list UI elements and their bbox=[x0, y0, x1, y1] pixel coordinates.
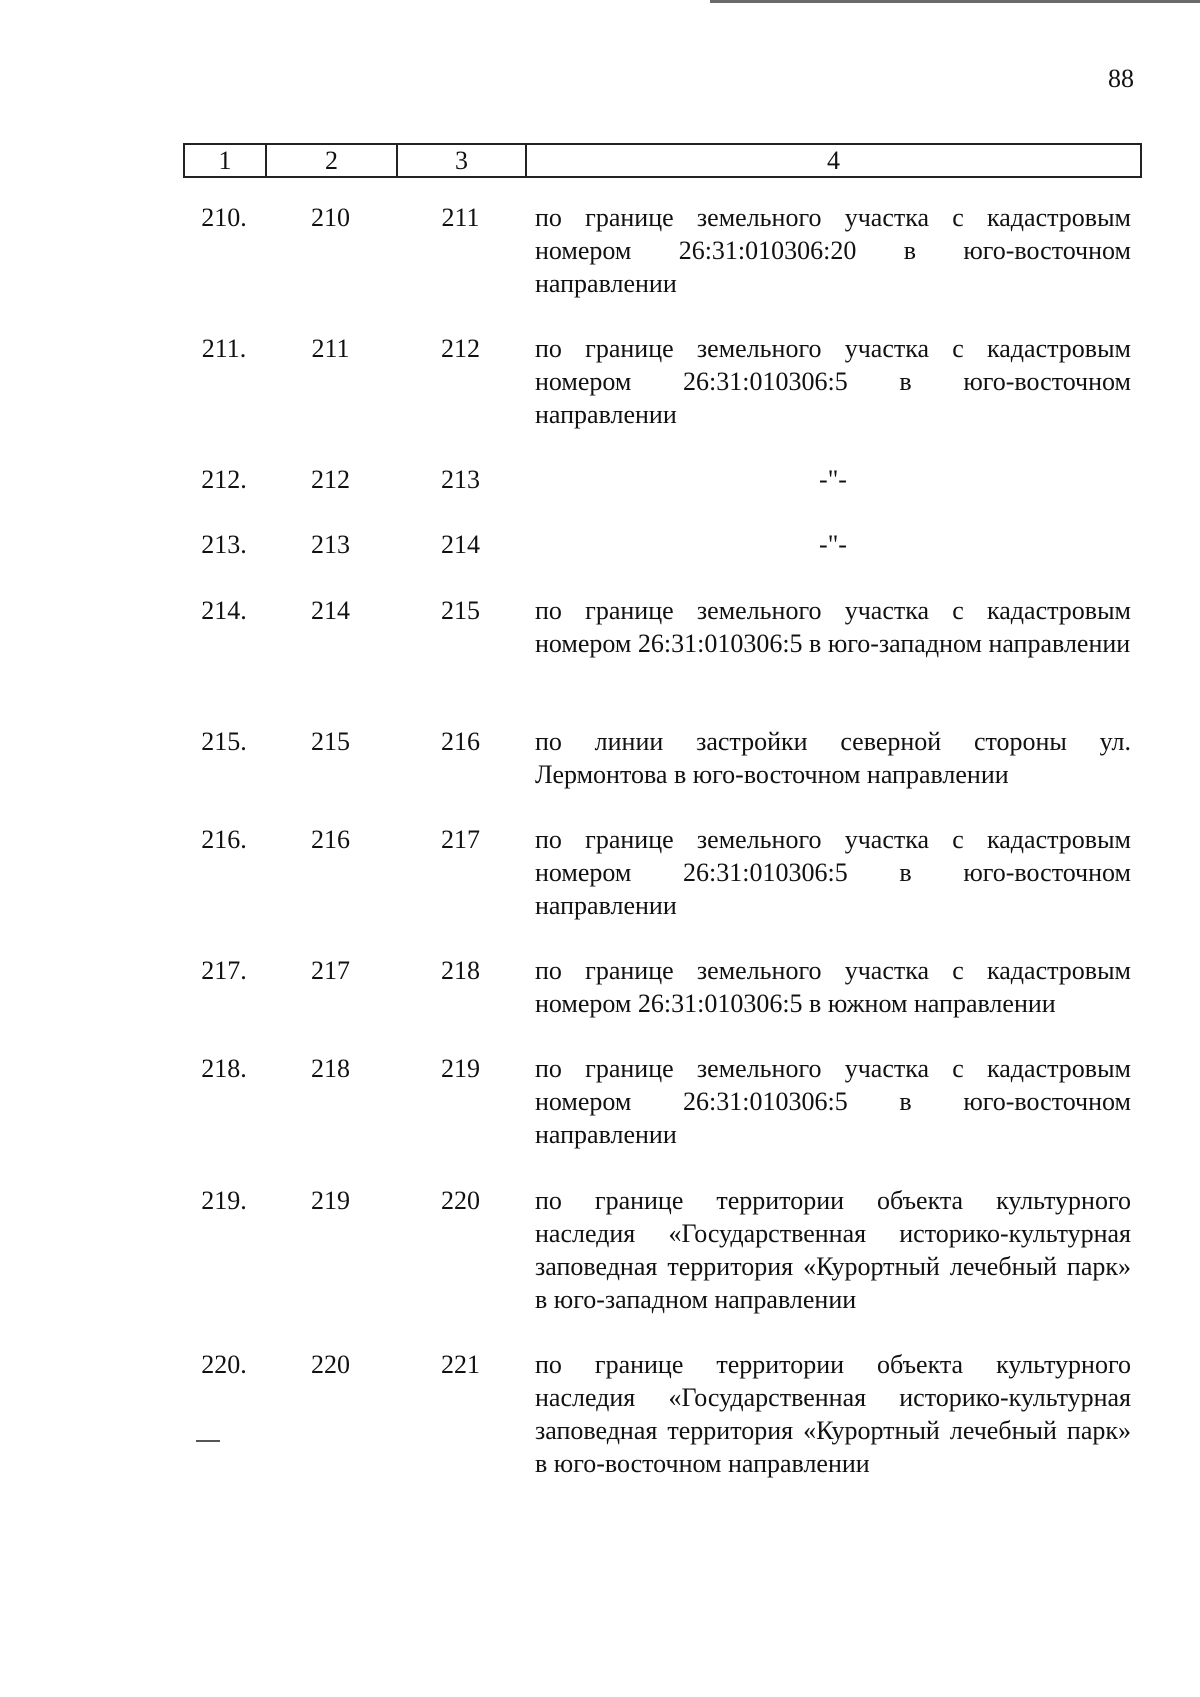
header-cell-3: 3 bbox=[398, 145, 527, 176]
point-from: 216 bbox=[311, 825, 350, 854]
row-number: 215. bbox=[201, 727, 247, 756]
header-cell-4: 4 bbox=[827, 146, 840, 175]
point-to: 219 bbox=[441, 1054, 480, 1083]
page-number: 88 bbox=[1108, 64, 1134, 93]
scan-mark bbox=[196, 1440, 220, 1442]
point-from: 218 bbox=[311, 1054, 350, 1083]
point-from: 211 bbox=[311, 334, 350, 363]
boundary-description: по границе земельного участка с кадастровым номером 26:31:010306:5 в южном направлении bbox=[535, 956, 1131, 1018]
row-number: 214. bbox=[201, 596, 247, 625]
boundary-description: по границе земельного участка с кадастровым номером 26:31:010306:20 в юго-восточном направлении bbox=[535, 203, 1131, 298]
point-to: 213 bbox=[441, 465, 480, 494]
point-from: 219 bbox=[311, 1186, 350, 1215]
boundary-description: по границе земельного участка с кадастровым номером 26:31:010306:5 в юго-восточном направлении bbox=[535, 825, 1131, 920]
point-to: 218 bbox=[441, 956, 480, 985]
point-to: 212 bbox=[441, 334, 480, 363]
boundary-description: по границе земельного участка с кадастровым номером 26:31:010306:5 в юго-восточном направлении bbox=[535, 1054, 1131, 1149]
row-number: 213. bbox=[201, 530, 247, 559]
boundary-description: -"- bbox=[819, 465, 847, 494]
row-number: 218. bbox=[201, 1054, 247, 1083]
boundary-description: по границе территории объекта культурного наследия «Государственная историко-культурная заповедная территория «Курортный лечебный парк» в юго-восточном направлении bbox=[535, 1350, 1131, 1478]
boundary-description: по линии застройки северной стороны ул. Лермонтова в юго-восточном направлении bbox=[535, 727, 1131, 789]
point-from: 213 bbox=[311, 530, 350, 559]
boundary-description: по границе территории объекта культурного наследия «Государственная историко-культурная заповедная территория «Курортный лечебный парк» в юго-западном направлении bbox=[535, 1186, 1131, 1314]
boundary-description: по границе земельного участка с кадастровым номером 26:31:010306:5 в юго-восточном направлении bbox=[535, 334, 1131, 429]
top-border-line bbox=[710, 0, 1200, 3]
point-from: 215 bbox=[311, 727, 350, 756]
row-number: 219. bbox=[201, 1186, 247, 1215]
point-from: 220 bbox=[311, 1350, 350, 1379]
point-to: 220 bbox=[441, 1186, 480, 1215]
boundary-description: -"- bbox=[819, 530, 847, 559]
boundary-description: по границе земельного участка с кадастровым номером 26:31:010306:5 в юго-западном направлении bbox=[535, 596, 1131, 658]
point-from: 217 bbox=[311, 956, 350, 985]
point-from: 210 bbox=[311, 203, 350, 232]
point-to: 221 bbox=[441, 1350, 480, 1379]
header-cell-2: 2 bbox=[267, 145, 398, 176]
header-cell-1: 1 bbox=[185, 145, 267, 176]
table-header bbox=[183, 143, 1142, 178]
point-to: 217 bbox=[441, 825, 480, 854]
row-number: 210. bbox=[201, 203, 247, 232]
point-from: 212 bbox=[311, 465, 350, 494]
point-to: 211 bbox=[441, 203, 480, 232]
point-to: 216 bbox=[441, 727, 480, 756]
row-number: 217. bbox=[201, 956, 247, 985]
row-number: 211. bbox=[201, 334, 247, 363]
row-number: 212. bbox=[201, 465, 247, 494]
row-number: 216. bbox=[201, 825, 247, 854]
point-to: 214 bbox=[441, 530, 480, 559]
row-number: 220. bbox=[201, 1350, 247, 1379]
point-from: 214 bbox=[311, 596, 350, 625]
point-to: 215 bbox=[441, 596, 480, 625]
